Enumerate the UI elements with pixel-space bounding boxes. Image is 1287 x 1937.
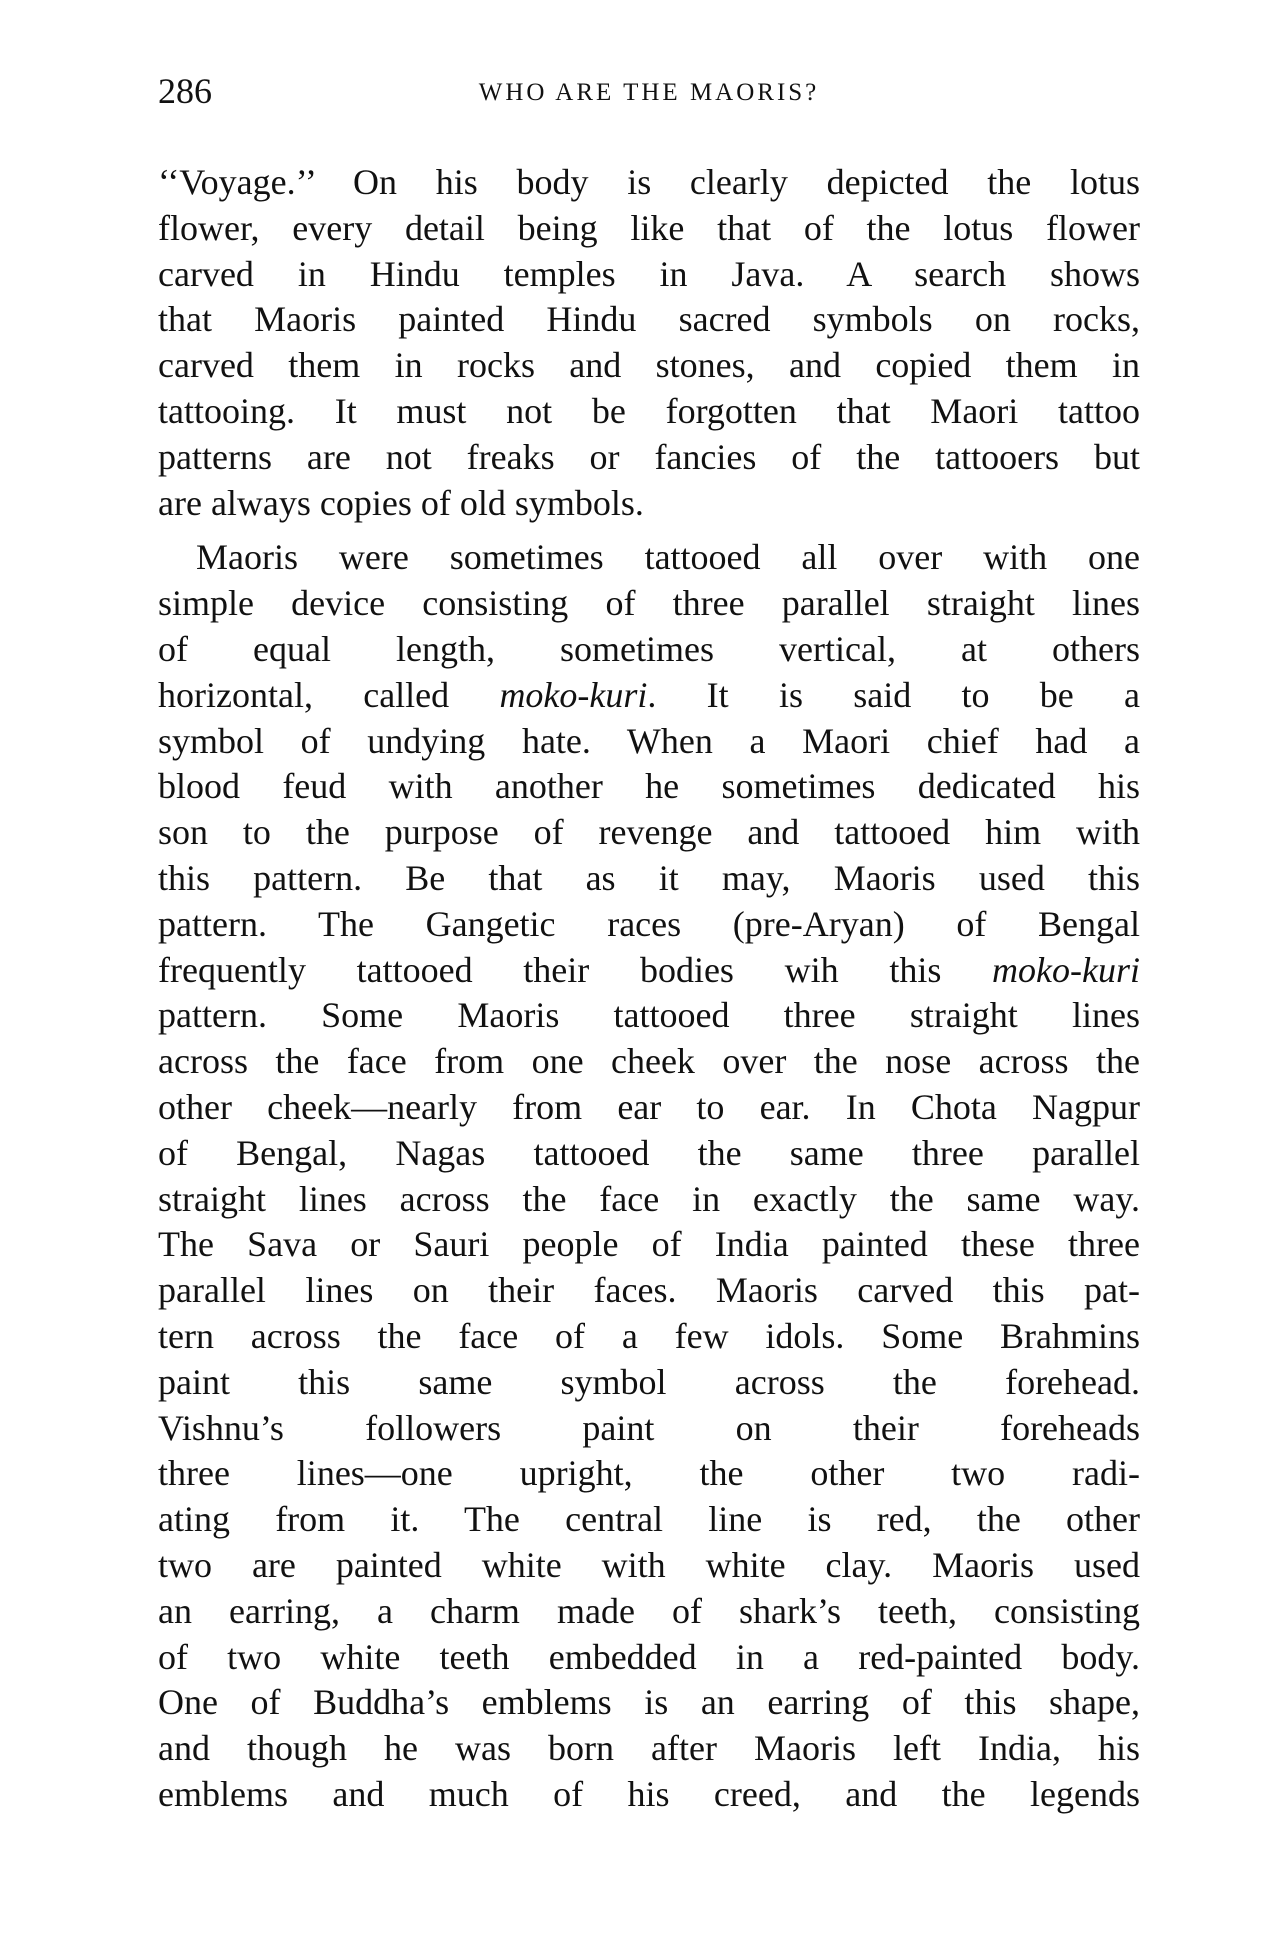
text-line: an earring, a charm made of shark’s teeth, consisting [158,1590,1140,1631]
text-line: son to the purpose of revenge and tattooed him with [158,812,1140,853]
text-line: that Maoris painted Hindu sacred symbols on rocks, [158,299,1140,340]
text-line: emblems and much of his creed, and the legends [158,1773,1140,1814]
running-title: WHO ARE THE MAORIS? [478,79,820,106]
text-line: tern across the face of a few idols. Some Brahmins [158,1315,1140,1356]
text-line: two are painted white with white clay. Maoris used [158,1544,1140,1585]
italic-term: moko-kuri [992,949,1140,990]
text-line: of equal length, sometimes vertical, at others [158,628,1140,669]
text-segment: . It is said to be a [647,674,1140,715]
italic-term: moko-kuri [499,674,648,715]
text-line: and though he was born after Maoris left India, his [158,1728,1140,1769]
text-line: pattern. The Gangetic races (pre-Aryan) of Bengal [158,903,1140,944]
text-line: this pattern. Be that as it may, Maoris used this [158,857,1140,898]
text-line: three lines—one upright, the other two radi- [158,1453,1140,1494]
text-line: of two white teeth embedded in a red-painted body. [158,1636,1140,1677]
text-line: carved in Hindu temples in Java. A search shows [158,253,1140,294]
text-line: carved them in rocks and stones, and copied them in [158,345,1140,386]
text-line: are always copies of old symbols. [158,482,644,523]
text-line: simple device consisting of three parallel straight lines [158,583,1140,624]
text-line-with-italic [158,673,1140,719]
text-line: other cheek—nearly from ear to ear. In Chota Nagpur [158,1086,1140,1127]
page-number: 286 [158,71,212,111]
text-line: blood feud with another he sometimes dedicated his [158,766,1140,807]
text-line: ‘‘Voyage.’’ On his body is clearly depicted the lotus [158,162,1140,202]
paragraph-1 [158,160,1140,526]
text-line: across the face from one cheek over the nose across the [158,1041,1140,1082]
paragraph-2 [158,535,1140,1817]
body-text [158,160,1140,1818]
text-line: tattooing. It must not be forgotten that Maori tattoo [158,390,1140,431]
page-header [158,66,1140,116]
text-line: pattern. Some Maoris tattooed three straight lines [158,995,1140,1036]
text-line: Maoris were sometimes tattooed all over with one [196,537,1140,578]
text-line: straight lines across the face in exactly the same way. [158,1178,1140,1219]
text-line: parallel lines on their faces. Maoris carved this pat- [158,1270,1140,1311]
text-line: patterns are not freaks or fancies of the tattooers but [158,436,1140,477]
text-line: paint this same symbol across the forehead. [158,1361,1140,1402]
text-line: The Sava or Sauri people of India painted these three [158,1224,1140,1265]
paragraph-gap [158,526,1140,535]
text-segment: frequently tattooed their bodies wih this [158,949,993,990]
text-line: Vishnu’s followers paint on their foreheads [158,1407,1140,1448]
text-line: One of Buddha’s emblems is an earring of this shape, [158,1682,1140,1723]
text-line: ating from it. The central line is red, the other [158,1499,1140,1540]
text-segment: horizontal, called [158,674,500,715]
text-line-with-italic [158,948,1140,994]
text-line: flower, every detail being like that of the lotus flower [158,207,1140,248]
text-line: of Bengal, Nagas tattooed the same three parallel [158,1132,1140,1173]
text-line: symbol of undying hate. When a Maori chief had a [158,720,1140,761]
